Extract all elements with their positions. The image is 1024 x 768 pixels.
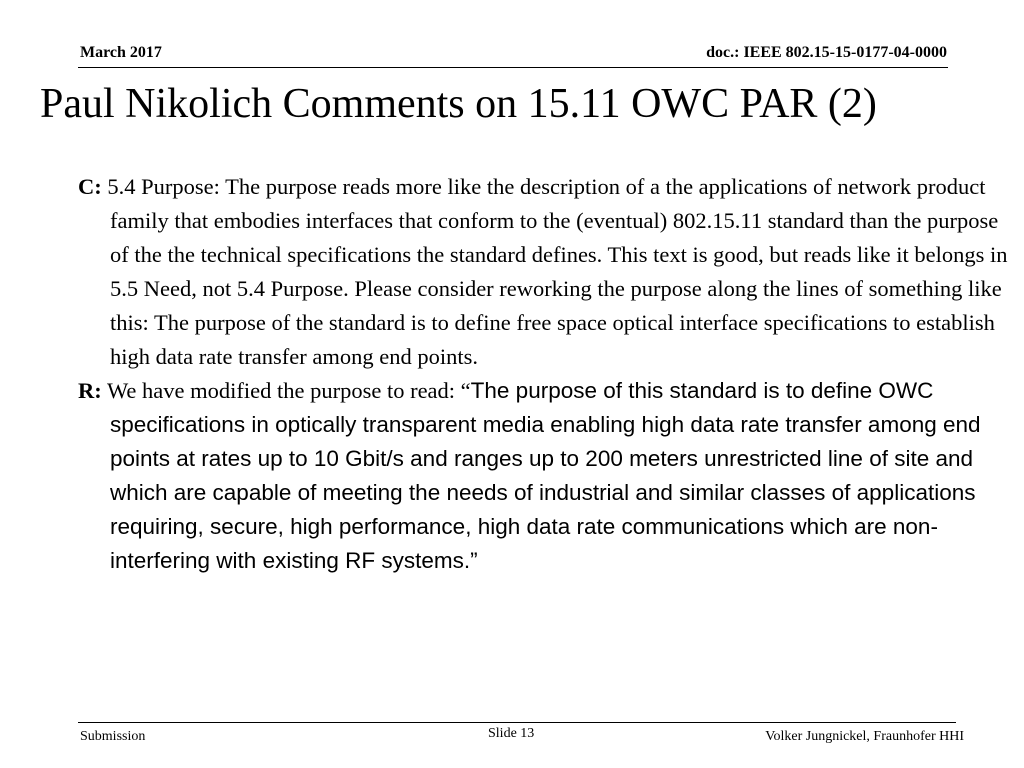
header-rule bbox=[78, 67, 948, 68]
response-quote: The purpose of this standard is to define OWC specifications in optically transparent media enabling high data rate transfer among end points at rates up to 10 Gbit/s and ranges up to 200 meters unrestricted line of site and which are capable of meeting the needs of industrial and similar classes of applications requiring, secure, high performance, high data rate communications which are non-interfering with existing RF systems.” bbox=[110, 378, 981, 573]
footer-author: Volker Jungnickel, Fraunhofer HHI bbox=[765, 729, 964, 744]
header-doc-id: doc.: IEEE 802.15-15-0177-04-0000 bbox=[706, 44, 947, 61]
response-intro: We have modified the purpose to read: “ bbox=[106, 378, 471, 403]
slide-title: Paul Nikolich Comments on 15.11 OWC PAR (2) bbox=[40, 81, 877, 127]
response-paragraph bbox=[78, 374, 1008, 578]
comment-label: C: bbox=[78, 174, 102, 199]
footer-slide-number: Slide 13 bbox=[488, 726, 535, 741]
comment-text: 5.4 Purpose: The purpose reads more like the description of a the applications of network product family that embodies interfaces that conform to the (eventual) 802.15.11 standard than the purpose of the the technical specifications the standard defines. This text is good, but reads like it belongs in 5.5 Need, not 5.4 Purpose. Please consider reworking the purpose along the lines of something like this: The purpose of the standard is to define free space optical interface specifications to establish high data rate transfer among end points. bbox=[107, 174, 1008, 369]
header-date: March 2017 bbox=[80, 44, 162, 61]
footer-submission: Submission bbox=[80, 729, 146, 744]
response-label: R: bbox=[78, 378, 102, 403]
comment-paragraph bbox=[78, 170, 1008, 374]
footer-rule bbox=[78, 722, 956, 723]
slide-body bbox=[78, 170, 1008, 578]
